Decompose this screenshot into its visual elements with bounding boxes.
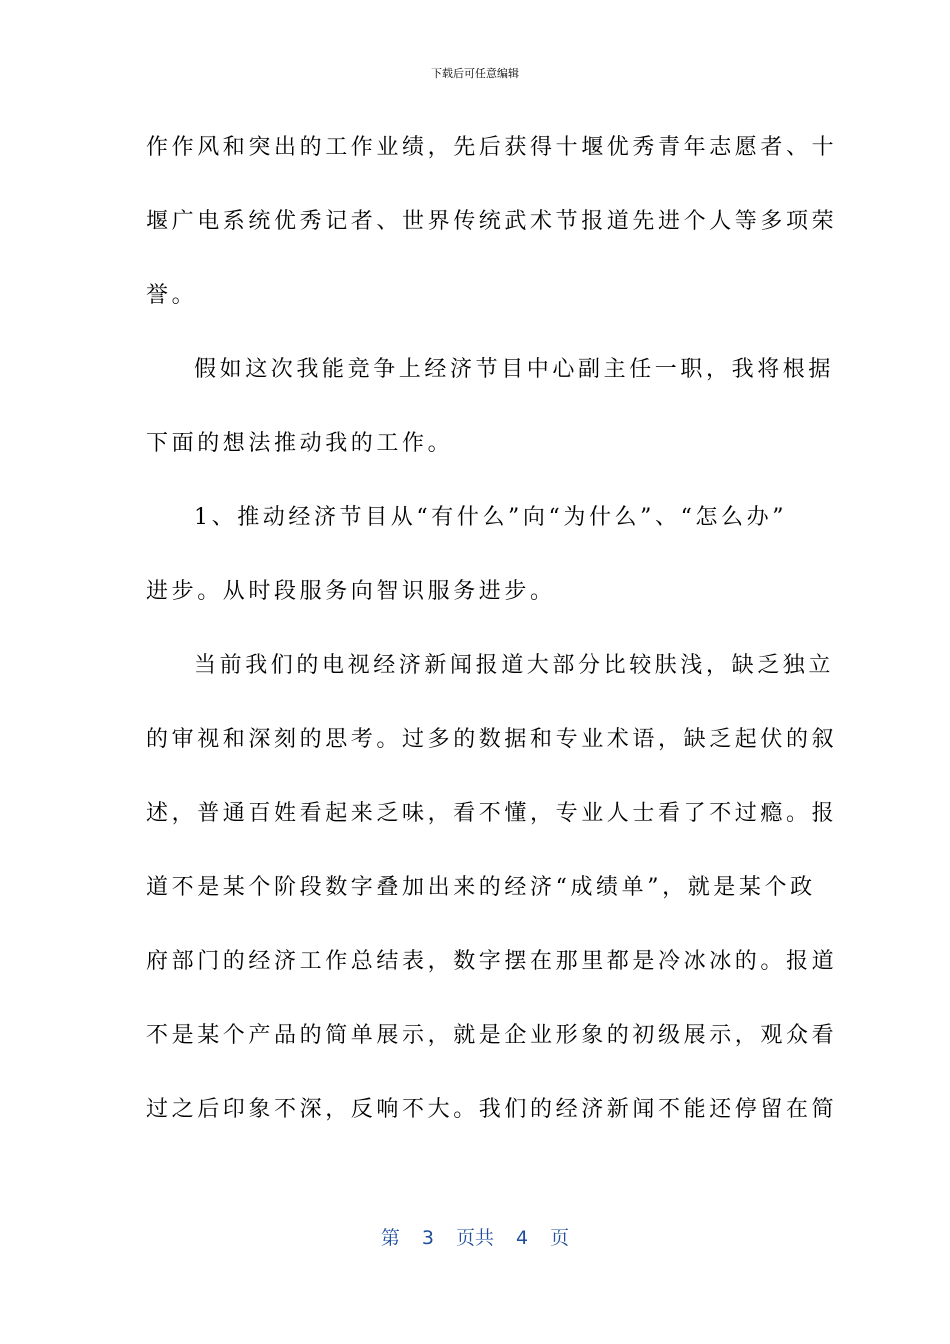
- text-line-12: 府部门的经济工作总结表，数字摆在那里都是冷冰冰的。报道: [146, 949, 838, 974]
- text-line-4: 假如这次我能竞争上经济节目中心副主任一职，我将根据: [194, 357, 835, 382]
- body-text: [146, 128, 838, 1164]
- text-line-2: 堰广电系统优秀记者、世界传统武术节报道先进个人等多项荣: [146, 209, 838, 234]
- text-line-7: 进步。从时段服务向智识服务进步。: [146, 579, 556, 604]
- footer-total-pages: 4: [516, 1227, 529, 1249]
- text-line-6: 1、推动经济节目从“有什么”向“为什么”、“怎么办”: [194, 505, 788, 530]
- footer-page-number: 3: [421, 1227, 434, 1249]
- text-line-13: 不是某个产品的简单展示，就是企业形象的初级展示，观众看: [146, 1023, 838, 1048]
- footer-suffix: 页: [550, 1227, 570, 1249]
- text-line-1: 作作风和突出的工作业绩，先后获得十堰优秀青年志愿者、十: [146, 135, 838, 160]
- text-line-10: 述，普通百姓看起来乏味，看不懂，专业人士看了不过瘾。报: [146, 801, 838, 826]
- footer-prefix: 第: [380, 1227, 400, 1249]
- text-line-9: 的审视和深刻的思考。过多的数据和专业术语，缺乏起伏的叙: [146, 727, 838, 752]
- text-line-11: 道不是某个阶段数字叠加出来的经济“成绩单”，就是某个政: [146, 875, 816, 900]
- page-header: 下载后可任意编辑: [431, 67, 519, 80]
- text-line-3: 誉。: [146, 283, 198, 308]
- footer-middle: 页共: [455, 1227, 494, 1249]
- text-line-8: 当前我们的电视经济新闻报道大部分比较肤浅，缺乏独立: [194, 653, 835, 678]
- text-line-14: 过之后印象不深，反响不大。我们的经济新闻不能还停留在简: [146, 1097, 838, 1122]
- text-line-5: 下面的想法推动我的工作。: [146, 431, 454, 456]
- page-footer: [0, 1226, 950, 1250]
